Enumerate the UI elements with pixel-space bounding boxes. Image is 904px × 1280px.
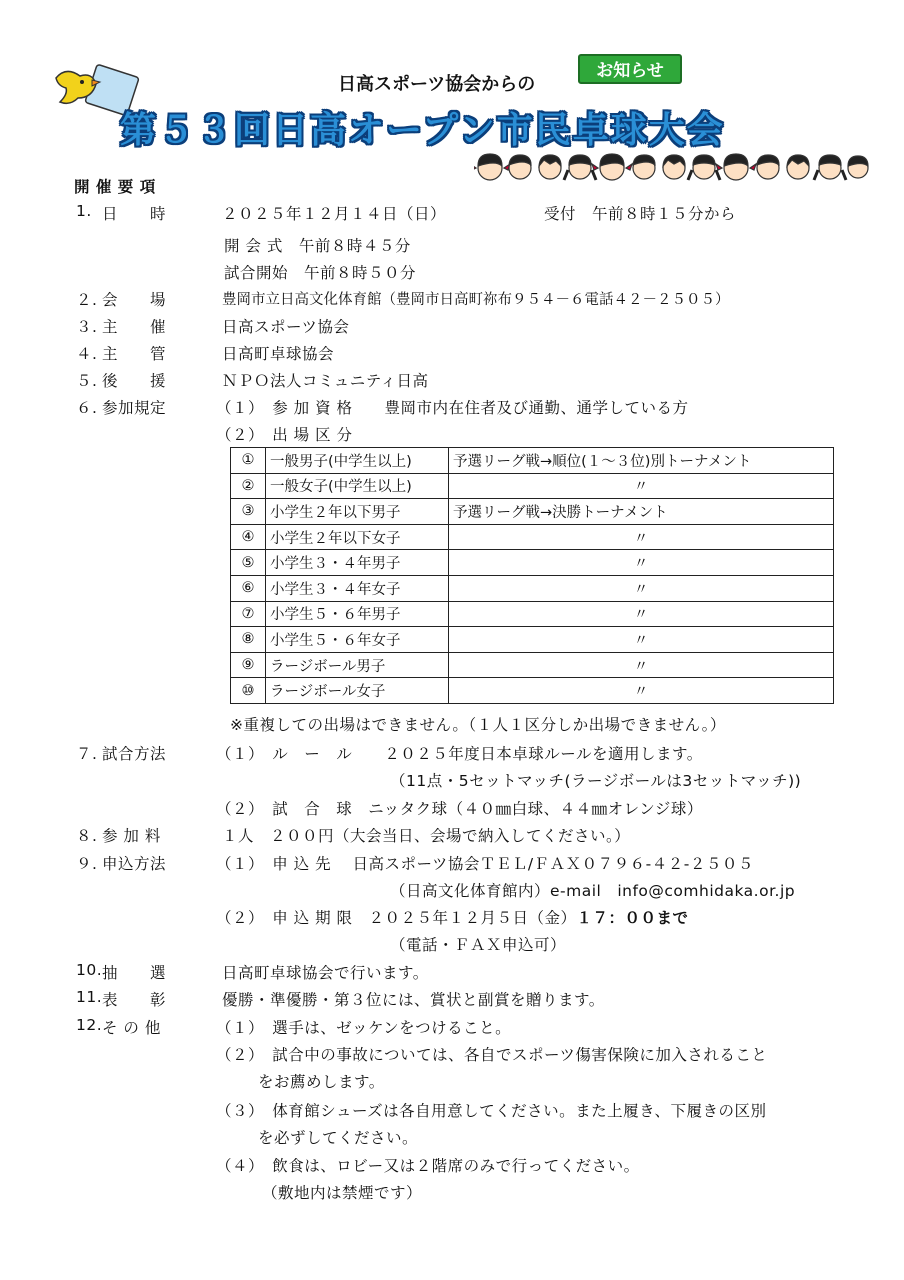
item-2-label: 会 場 <box>102 291 167 309</box>
table-row <box>231 499 834 525</box>
item-12-food: （４） 飲食は、ロビー又は２階席のみで行ってください。 <box>216 1157 640 1175</box>
item-9-deadline-time: １７：００まで <box>576 909 689 927</box>
row-category: 小学生２年以下女子 <box>266 524 449 550</box>
item-12-number: 12. <box>76 1016 103 1034</box>
item-4-label: 主 管 <box>102 345 167 363</box>
item-3-label: 主 催 <box>102 318 167 336</box>
item-1-number: 1. <box>76 202 92 220</box>
item-11-label: 表 彰 <box>102 991 167 1009</box>
row-format: 〃 <box>449 627 834 653</box>
item-2-venue: 豊岡市立日高文化体育館（豊岡市日高町祢布９５４－６電話４２－２５０５） <box>222 292 730 308</box>
item-10-label: 抽 選 <box>102 964 167 982</box>
item-6-eligibility: （１） 参 加 資 格 豊岡市内在住者及び通勤、通学している方 <box>216 399 689 417</box>
item-7-label: 試合方法 <box>102 745 167 763</box>
table-row <box>231 550 834 576</box>
table-row <box>231 601 834 627</box>
item-9-number: ９. <box>76 855 98 873</box>
item-12-shoes: （３） 体育館シューズは各自用意してください。また上履き、下履きの区別 <box>216 1102 767 1120</box>
table-row <box>231 473 834 499</box>
row-format: 〃 <box>449 601 834 627</box>
item-2-number: ２. <box>76 291 98 309</box>
row-format: 〃 <box>449 550 834 576</box>
table-row <box>231 575 834 601</box>
row-category: 小学生３・４年女子 <box>266 575 449 601</box>
item-9-contact-email: （日高文化体育館内）e-mail info@comhidaka.or.jp <box>390 882 796 900</box>
row-number: ⑥ <box>231 575 266 601</box>
item-5-sponsor: ＮＰＯ法人コミュニティ日高 <box>222 372 429 390</box>
row-category: 小学生５・６年男子 <box>266 601 449 627</box>
item-12-label: そ の 他 <box>102 1019 161 1037</box>
item-9-deadline-note: （電話・ＦＡＸ申込可） <box>390 936 567 954</box>
row-number: ② <box>231 473 266 499</box>
item-1-label: 日 時 <box>102 205 167 223</box>
item-9-label: 申込方法 <box>102 855 167 873</box>
item-3-organizer: 日高スポーツ協会 <box>222 318 350 336</box>
table-row <box>231 448 834 474</box>
row-category: 一般男子(中学生以上) <box>266 448 449 474</box>
item-8-fee: １人 ２００円（大会当日、会場で納入してください。） <box>222 827 631 845</box>
item-6-number: ６. <box>76 399 98 417</box>
table-row <box>231 524 834 550</box>
item-6-label: 参加規定 <box>102 399 167 417</box>
item-9-contact: （１） 申 込 先 日高スポーツ協会ＴＥＬ/ＦＡＸ０７９６-４２-２５０５ <box>216 855 754 873</box>
row-category: 小学生５・６年女子 <box>266 627 449 653</box>
item-12-insurance-cont: をお薦めします。 <box>258 1073 385 1091</box>
item-4-number: ４. <box>76 345 98 363</box>
row-format: 〃 <box>449 575 834 601</box>
row-number: ⑧ <box>231 627 266 653</box>
item-6-categories-heading: （２） 出 場 区 分 <box>216 426 353 444</box>
row-format: 予選リーグ戦→決勝トーナメント <box>449 499 834 525</box>
item-9-deadline-date: （２） 申 込 期 限 ２０２５年１２月５日（金） <box>216 909 577 927</box>
item-6-note: ※重複しての出場はできません。（１人１区分しか出場できません。） <box>230 716 726 734</box>
item-8-number: ８. <box>76 827 98 845</box>
row-number: ⑦ <box>231 601 266 627</box>
row-number: ⑤ <box>231 550 266 576</box>
item-5-number: ５. <box>76 372 98 390</box>
row-format: 〃 <box>449 678 834 704</box>
row-category: 一般女子(中学生以上) <box>266 473 449 499</box>
item-3-number: ３. <box>76 318 98 336</box>
item-7-number: ７. <box>76 745 98 763</box>
item-12-food-cont: （敷地内は禁煙です） <box>262 1184 423 1202</box>
item-7-rules-detail: （11点・5セットマッチ(ラージボールは3セットマッチ)) <box>390 772 802 790</box>
item-12-insurance: （２） 試合中の事故については、各自でスポーツ傷害保険に加入されること <box>216 1046 768 1064</box>
item-12-shoes-cont: を必ずしてください。 <box>258 1129 419 1147</box>
entry-category-table <box>230 447 834 704</box>
row-format: 予選リーグ戦→順位(１～３位)別トーナメント <box>449 448 834 474</box>
row-number: ⑩ <box>231 678 266 704</box>
item-1-reception: 受付 午前８時１５分から <box>544 205 737 223</box>
row-number: ① <box>231 448 266 474</box>
item-8-label: 参 加 料 <box>102 827 161 845</box>
item-11-awards: 優勝・準優勝・第３位には、賞状と副賞を贈ります。 <box>222 991 605 1009</box>
item-12-bib: （１） 選手は、ゼッケンをつけること。 <box>216 1019 512 1037</box>
item-1-date: ２０２５年１２月１４日（日） <box>222 205 447 223</box>
row-category: ラージボール女子 <box>266 678 449 704</box>
notice-badge: お知らせ <box>578 54 682 84</box>
item-7-ball: （２） 試 合 球 ニッタク球（４０㎜白球、４４㎜オレンジ球） <box>216 800 703 818</box>
item-10-draw: 日高町卓球協会で行います。 <box>222 964 429 982</box>
row-number: ⑨ <box>231 652 266 678</box>
item-1-opening: 開 会 式 午前８時４５分 <box>224 237 411 255</box>
pre-title: 日高スポーツ協会からの <box>338 74 536 95</box>
table-row <box>231 678 834 704</box>
section-heading: 開 催 要 項 <box>74 178 156 196</box>
page-title: 第５３回日高オープン市民卓球大会 <box>120 110 725 151</box>
item-7-rules: （１） ル ー ル ２０２５年度日本卓球ルールを適用します。 <box>216 745 703 763</box>
row-number: ④ <box>231 524 266 550</box>
item-10-number: 10. <box>76 961 103 979</box>
row-category: ラージボール男子 <box>266 652 449 678</box>
table-row <box>231 652 834 678</box>
kids-faces-icon <box>474 150 870 186</box>
item-4-manager: 日高町卓球協会 <box>222 345 335 363</box>
row-category: 小学生３・４年男子 <box>266 550 449 576</box>
row-number: ③ <box>231 499 266 525</box>
item-1-match-start: 試合開始 午前８時５０分 <box>224 264 417 282</box>
item-11-number: 11. <box>76 988 103 1006</box>
row-format: 〃 <box>449 652 834 678</box>
item-5-label: 後 援 <box>102 372 167 390</box>
table-row <box>231 627 834 653</box>
row-category: 小学生２年以下男子 <box>266 499 449 525</box>
item-9-deadline <box>216 906 689 928</box>
row-format: 〃 <box>449 524 834 550</box>
row-format: 〃 <box>449 473 834 499</box>
